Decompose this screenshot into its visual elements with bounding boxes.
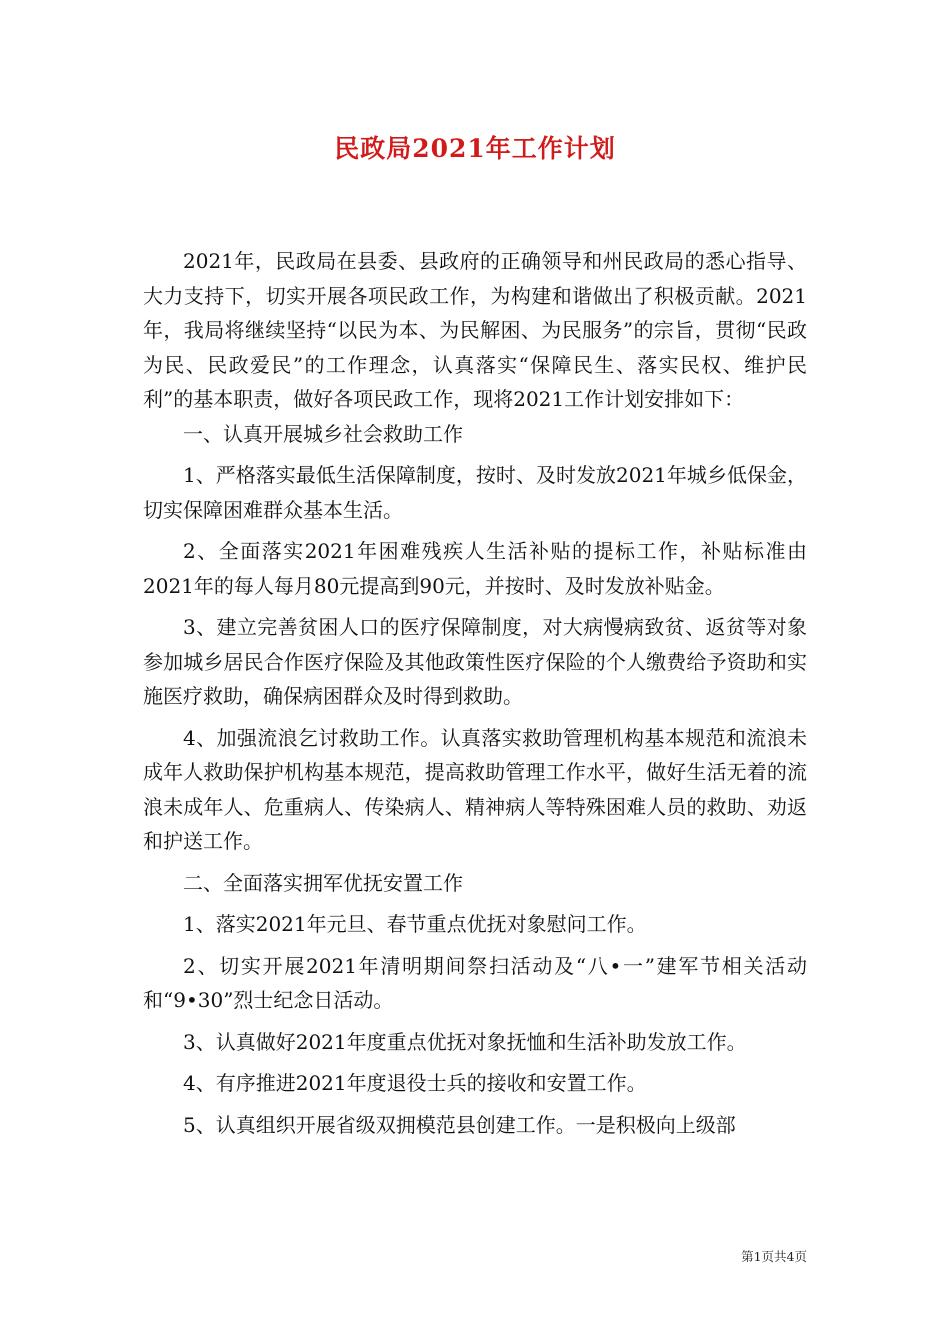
section-heading: 二、全面落实拥军优抚安置工作 <box>183 870 463 895</box>
document-body <box>143 244 807 1149</box>
list-item: 2、切实开展2021年清明期间祭扫活动及“八•一”建军节相关活动和“9•30”烈士纪念日活动。 <box>143 953 807 1012</box>
list-item: 4、加强流浪乞讨救助工作。认真落实救助管理机构基本规范和流浪未成年人救助保护机构基本规范，提高救助管理工作水平，做好生活无着的流浪未成年人、危重病人、传染病人、精神病人等特殊困难人员的救助、劝返和护送工作。 <box>143 725 807 853</box>
list-item: 3、建立完善贫困人口的医疗保障制度，对大病慢病致贫、返贫等对象参加城乡居民合作医疗保险及其他政策性医疗保险的个人缴费给予资助和实施医疗救助，确保病困群众及时得到救助。 <box>143 615 807 708</box>
list-item: 5、认真组织开展省级双拥模范县创建工作。一是积极向上级部 <box>183 1112 736 1137</box>
list-item: 1、落实2021年元旦、春节重点优抚对象慰问工作。 <box>183 912 647 936</box>
section-heading: 一、认真开展城乡社会救助工作 <box>183 421 463 446</box>
list-item: 3、认真做好2021年度重点优抚对象抚恤和生活补助发放工作。 <box>183 1029 747 1054</box>
list-item: 4、有序推进2021年度退役士兵的接收和安置工作。 <box>183 1071 647 1095</box>
page-number: 第1页共4页 <box>741 1249 807 1264</box>
intro-paragraph: 2021年，民政局在县委、县政府的正确领导和州民政局的悉心指导、大力支持下，切实开展各项民政工作，为构建和谐做出了积极贡献。2021年，我局将继续坚持“以民为本、为民解困、为民服务”的宗旨，贯彻“民政为民、民政爱民”的工作理念，认真落实“保障民生、落实民权、维护民利”的基本职责，做好各项民政工作，现将2021工作计划安排如下： <box>143 249 807 411</box>
list-item: 1、严格落实最低生活保障制度，按时、及时发放2021年城乡低保金，切实保障困难群众基本生活。 <box>143 463 807 522</box>
document-title: 民政局2021年工作计划 <box>334 134 616 163</box>
list-item: 2、全面落实2021年困难残疾人生活补贴的提标工作，补贴标准由2021年的每人每月80元提高到90元，并按时、及时发放补贴金。 <box>143 539 807 598</box>
